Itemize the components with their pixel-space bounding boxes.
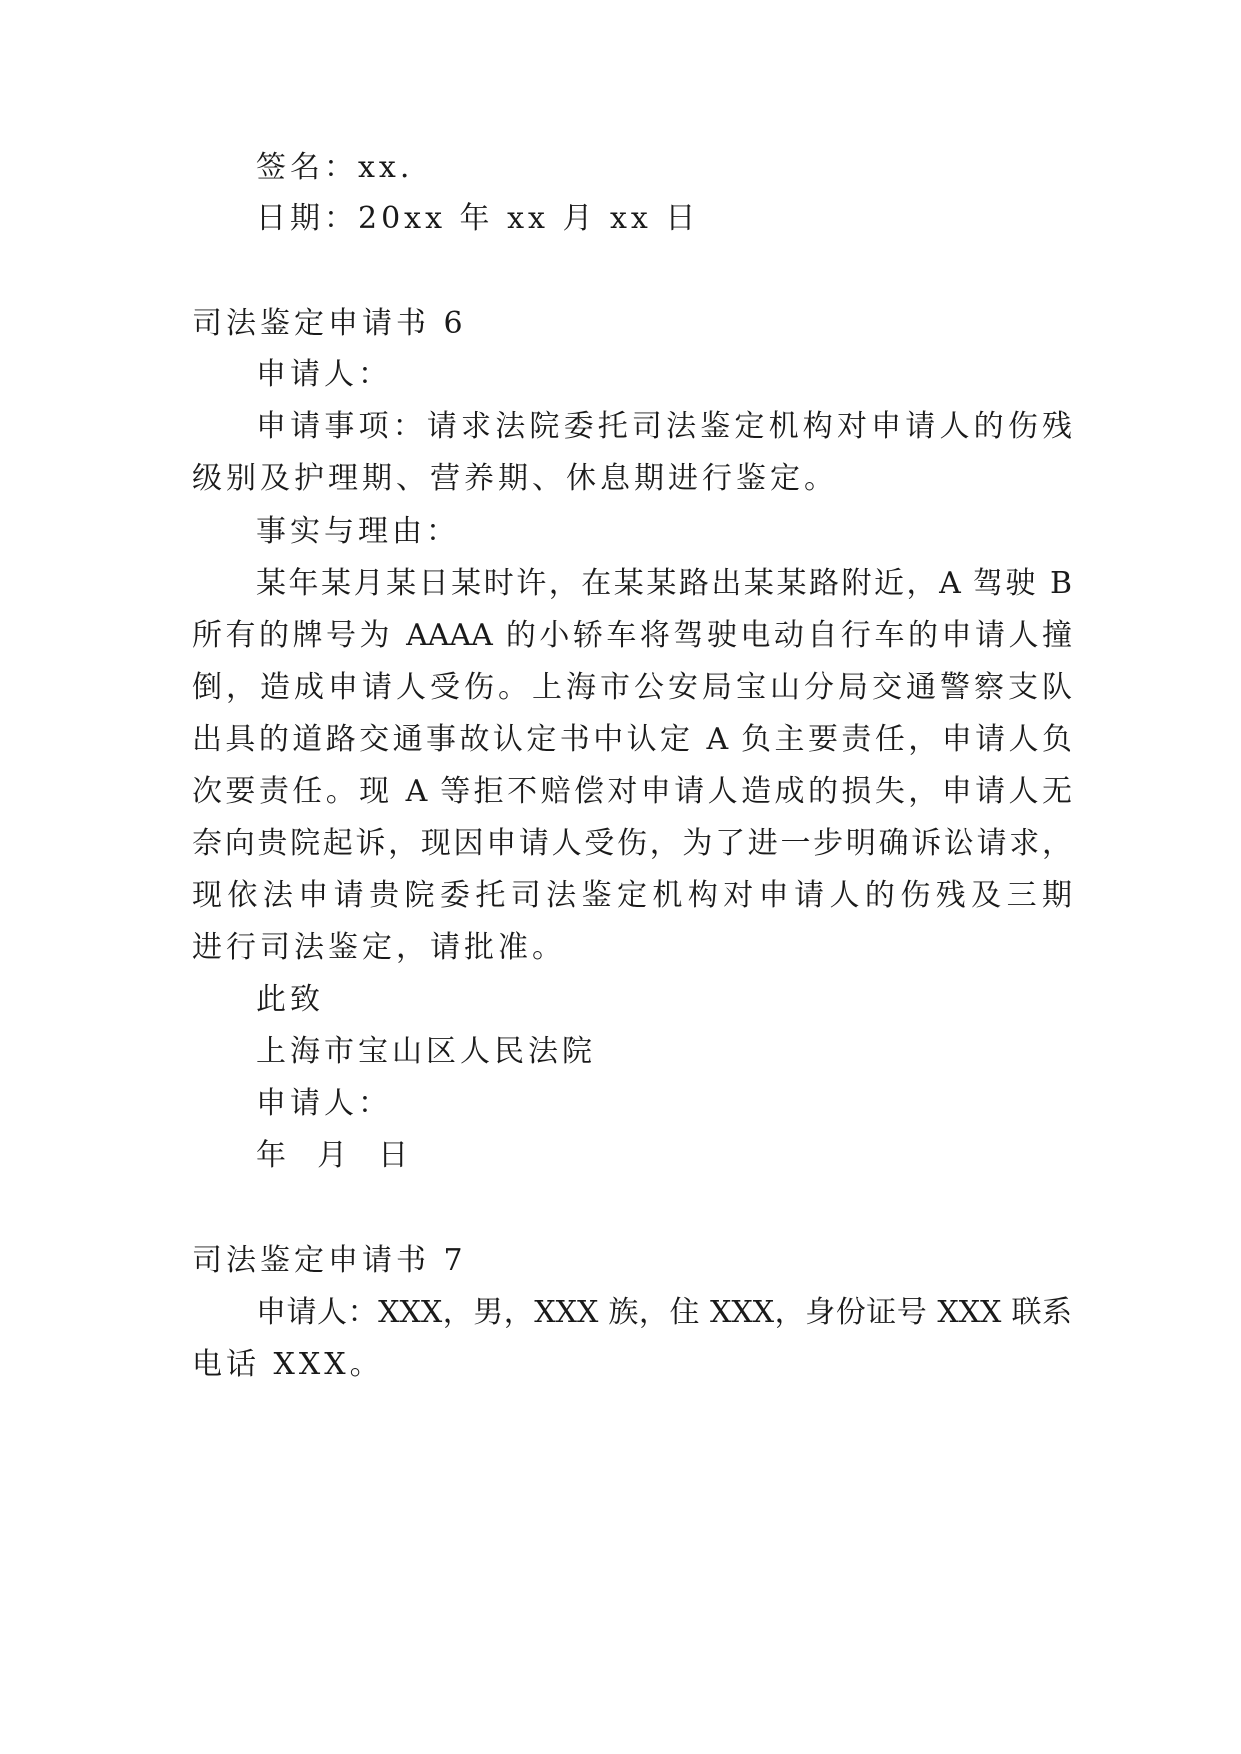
section-6-applicant: 申请人：: [256, 357, 392, 392]
section-6-facts-line-3: 倒，造成申请人受伤。上海市公安局宝山分局交通警察支队: [192, 670, 1072, 705]
section-6-facts-line-2: 所有的牌号为 AAAA 的小轿车将驾驶电动自行车的申请人撞: [192, 618, 1072, 653]
section-6-closing: 此致: [256, 982, 324, 1017]
section-6-applicant-sign: 申请人：: [256, 1086, 392, 1121]
section-6-facts-line-7: 现依法申请贵院委托司法鉴定机构对申请人的伤残及三期: [192, 878, 1072, 913]
date-line: 日期：20xx 年 xx 月 xx 日: [256, 201, 700, 236]
section-7-title: 司法鉴定申请书 7: [192, 1243, 467, 1278]
section-7-applicant-line-1: 申请人：XXX，男，XXX 族，住 XXX，身份证号 XXX 联系: [256, 1295, 1072, 1330]
signature-line: 签名：xx.: [256, 150, 414, 185]
section-6-facts-line-1: 某年某月某日某时许，在某某路出某某路附近，A 驾驶 B: [256, 566, 1072, 601]
section-6-facts-line-6: 奈向贵院起诉，现因申请人受伤，为了进一步明确诉讼请求，: [192, 826, 1072, 861]
section-6-matter-line-2: 级别及护理期、营养期、休息期进行鉴定。: [192, 461, 838, 496]
section-6-court: 上海市宝山区人民法院: [256, 1034, 596, 1069]
section-7-applicant-line-2: 电话 XXX。: [192, 1347, 384, 1382]
section-6-date-blank: 年 月 日: [256, 1138, 413, 1173]
section-6-facts-heading: 事实与理由：: [256, 514, 460, 549]
section-6-facts-line-4: 出具的道路交通事故认定书中认定 A 负主要责任，申请人负: [192, 722, 1072, 757]
section-6-facts-line-8: 进行司法鉴定，请批准。: [192, 930, 566, 965]
section-6-title: 司法鉴定申请书 6: [192, 306, 467, 341]
section-6-matter-line-1: 申请事项：请求法院委托司法鉴定机构对申请人的伤残: [256, 409, 1072, 444]
section-6-facts-line-5: 次要责任。现 A 等拒不赔偿对申请人造成的损失，申请人无: [192, 774, 1072, 809]
